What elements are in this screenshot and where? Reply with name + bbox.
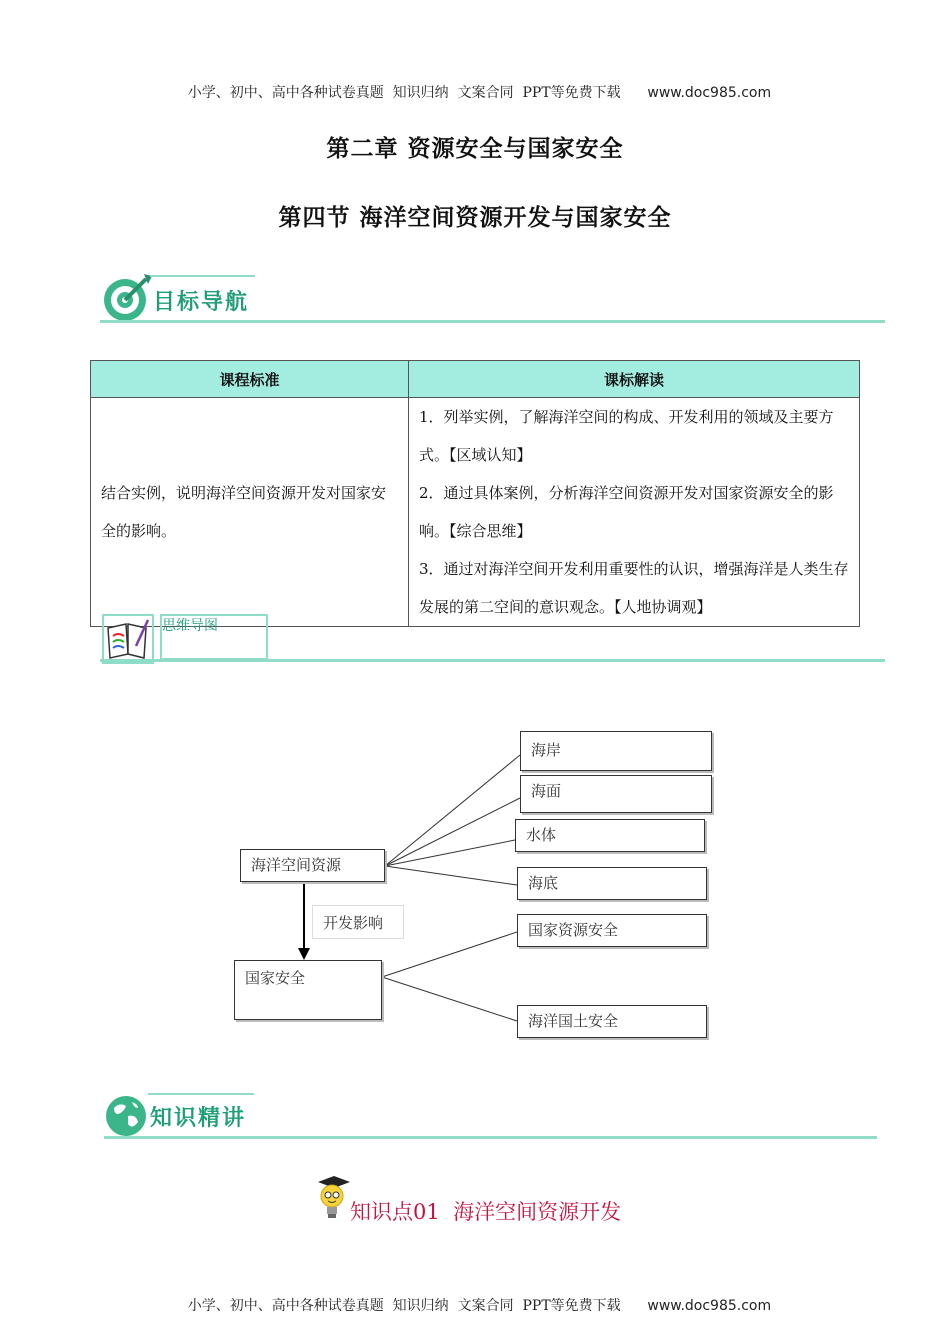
globe-icon (104, 1094, 148, 1138)
mind-map-heading: 思维导图 (162, 618, 218, 634)
mindmap-arrow-label: 开发影响 (312, 905, 404, 939)
mindmap-branch-node: 水体 (515, 819, 705, 852)
standard-cell: 结合实例，说明海洋空间资源开发对国家安全的影响。 (91, 398, 409, 627)
interpretation-item: 3．通过对海洋空间开发利用重要性的认识，增强海洋是人类生存发展的第二空间的意识观念。【人地协调观】 (419, 560, 849, 616)
mindmap-root-node: 海洋空间资源 (240, 849, 385, 882)
mindmap-target-node: 国家安全 (234, 960, 382, 1020)
goal-nav-heading: 目标导航 (153, 290, 250, 315)
table-header-interpretation: 课标解读 (409, 361, 860, 398)
footer-text: 小学、初中、高中各种试卷真题 知识归纳 文案合同 PPT等免费下载 (187, 1298, 621, 1314)
lightbulb-graduate-icon (312, 1176, 352, 1222)
mindmap-branch-node: 海面 (520, 775, 712, 813)
chapter-title: 第二章 资源安全与国家安全 (326, 135, 624, 162)
mindmap-branch-node: 海底 (517, 867, 707, 900)
mindmap-target-branch-node: 海洋国土安全 (517, 1005, 707, 1038)
interpretation-item: 1．列举实例，了解海洋空间的构成、开发利用的领域及主要方式。【区域认知】 (419, 408, 834, 464)
mindmap-branch-node: 海岸 (520, 731, 712, 771)
header-text: 小学、初中、高中各种试卷真题 知识归纳 文案合同 PPT等免费下载 (187, 85, 621, 101)
footer-url[interactable]: www.doc985.com (647, 1298, 772, 1314)
interpretation-item: 2．通过具体案例，分析海洋空间资源开发对国家资源安全的影响。【综合思维】 (419, 484, 834, 540)
knowledge-top-rule (148, 1093, 254, 1095)
knowledge-heading: 知识精讲 (150, 1106, 247, 1131)
knowledge-divider (104, 1136, 877, 1139)
knowledge-point-title: 知识点01 海洋空间资源开发 (350, 1200, 622, 1224)
table-header-standard: 课程标准 (91, 361, 409, 398)
section-title: 第四节 海洋空间资源开发与国家安全 (278, 204, 672, 231)
mindmap-target-branch-node: 国家资源安全 (517, 914, 707, 947)
page-footer (0, 1279, 950, 1315)
header-url[interactable]: www.doc985.com (647, 85, 772, 101)
